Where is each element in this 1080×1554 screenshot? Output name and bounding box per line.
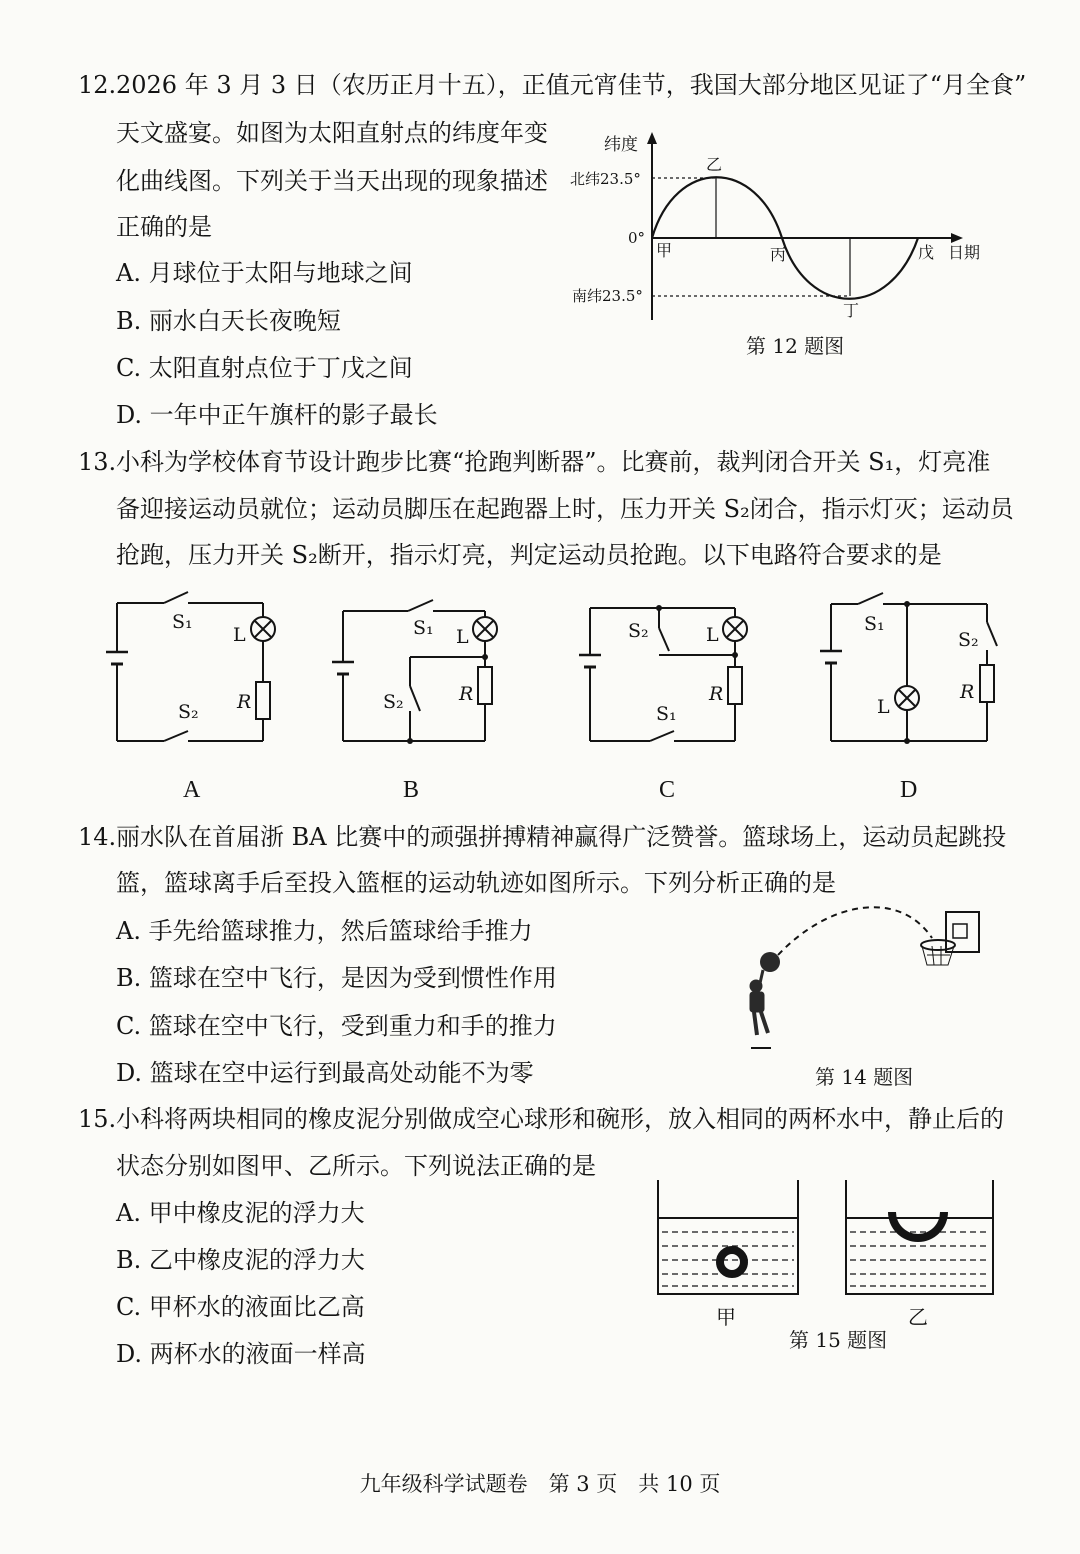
- player-icon: [750, 970, 768, 1035]
- zero-label: 0°: [628, 229, 646, 247]
- q14-option-a[interactable]: A. 手先给篮球推力，然后篮球给手推力: [116, 917, 533, 945]
- q15-option-a[interactable]: A. 甲中橡皮泥的浮力大: [116, 1199, 365, 1227]
- c-resistor-label: R: [709, 683, 724, 705]
- q12-stem-line1: 2026 年 3 月 3 日（农历正月十五），正值元宵佳节，我国大部分地区见证了“月全食”: [116, 71, 1027, 99]
- q14-stem-line1: 丽水队在首届浙 BA 比赛中的顽强拼搏精神赢得广泛赞誉。篮球场上，运动员起跳投: [116, 823, 1007, 851]
- q12-latitude-diagram: [560, 120, 1000, 365]
- q13-option-a[interactable]: A: [183, 777, 201, 803]
- q12-option-d[interactable]: D. 一年中正午旗杆的影子最长: [116, 401, 438, 429]
- q12-option-c[interactable]: C. 太阳直射点位于丁戊之间: [116, 354, 413, 382]
- q12-option-a[interactable]: A. 月球位于太阳与地球之间: [116, 259, 413, 287]
- q12-stem-line2: 天文盛宴。如图为太阳直射点的纬度年变: [116, 119, 548, 147]
- basketball-icon: [760, 952, 780, 972]
- a-lamp-label: L: [233, 624, 246, 646]
- q13-number: 13.: [78, 448, 117, 476]
- b-lamp-label: L: [456, 626, 469, 648]
- q12-figure-caption: 第 12 题图: [746, 334, 845, 358]
- page-footer: 九年级科学试题卷 第 3 页 共 10 页: [359, 1472, 721, 1496]
- q15-number: 15.: [78, 1105, 117, 1133]
- c-s1-label: S₁: [656, 703, 677, 725]
- north-label: 北纬23.5°: [570, 170, 641, 188]
- q15-figure-caption: 第 15 题图: [789, 1328, 888, 1352]
- q14-option-b[interactable]: B. 篮球在空中飞行，是因为受到惯性作用: [116, 964, 557, 992]
- q14-basketball-diagram: [730, 895, 990, 1060]
- q15-option-d[interactable]: D. 两杯水的液面一样高: [116, 1340, 366, 1368]
- q15-stem-line2: 状态分别如图甲、乙所示。下列说法正确的是: [116, 1152, 596, 1180]
- cup-label-yi: 乙: [908, 1305, 928, 1329]
- q14-number: 14.: [78, 823, 117, 851]
- b-s1-label: S₁: [413, 617, 434, 639]
- q12-stem-line3: 化曲线图。下列关于当天出现的现象描述: [116, 167, 548, 195]
- y-axis-label: 纬度: [604, 135, 638, 155]
- q13-option-d[interactable]: D: [900, 777, 918, 803]
- south-label: 南纬23.5°: [572, 287, 643, 305]
- q13-stem-line2: 备迎接运动员就位；运动员脚压在起跑器上时，压力开关 S₂闭合，指示灯灭；运动员: [116, 495, 1014, 523]
- q13-stem-line1: 小科为学校体育节设计跑步比赛“抢跑判断器”。比赛前，裁判闭合开关 S₁，灯亮准: [116, 448, 991, 476]
- hollow-ball: [720, 1250, 744, 1274]
- q15-cups-diagram: [650, 1175, 1000, 1335]
- x-axis-label: 日期: [948, 243, 981, 262]
- q12-number: 12.: [78, 71, 117, 99]
- q13-circuits: [90, 585, 1010, 760]
- point-jia: 甲: [656, 241, 673, 260]
- q13-option-c[interactable]: C: [659, 777, 676, 803]
- b-s2-label: S₂: [383, 691, 404, 713]
- q14-stem-line2: 篮，篮球离手后至投入篮框的运动轨迹如图所示。下列分析正确的是: [116, 869, 836, 897]
- point-wu: 戊: [918, 243, 935, 262]
- bowl-shape: [888, 1212, 948, 1242]
- q15-stem-line1: 小科将两块相同的橡皮泥分别做成空心球形和碗形，放入相同的两杯水中，静止后的: [116, 1105, 1004, 1133]
- a-resistor-label: R: [237, 691, 252, 713]
- c-s2-label: S₂: [628, 620, 649, 642]
- cup-label-jia: 甲: [716, 1305, 736, 1329]
- a-s2-label: S₂: [178, 701, 199, 723]
- d-s1-label: S₁: [864, 613, 885, 635]
- point-ding: 丁: [843, 301, 860, 320]
- c-lamp-label: L: [706, 624, 719, 646]
- point-bing: 丙: [770, 245, 787, 264]
- q14-option-c[interactable]: C. 篮球在空中飞行，受到重力和手的推力: [116, 1012, 557, 1040]
- q15-option-c[interactable]: C. 甲杯水的液面比乙高: [116, 1293, 365, 1321]
- q14-option-d[interactable]: D. 篮球在空中运行到最高处动能不为零: [116, 1059, 534, 1087]
- a-s1-label: S₁: [172, 611, 193, 633]
- point-yi: 乙: [706, 155, 723, 174]
- q13-option-b[interactable]: B: [403, 777, 420, 803]
- q14-figure-caption: 第 14 题图: [815, 1065, 914, 1089]
- q15-option-b[interactable]: B. 乙中橡皮泥的浮力大: [116, 1246, 365, 1274]
- q12-stem-line4: 正确的是: [116, 213, 212, 241]
- q13-stem-line3: 抢跑，压力开关 S₂断开，指示灯亮，判定运动员抢跑。以下电路符合要求的是: [116, 541, 942, 569]
- d-s2-label: S₂: [958, 629, 979, 651]
- q12-option-b[interactable]: B. 丽水白天长夜晚短: [116, 307, 341, 335]
- d-lamp-label: L: [877, 696, 890, 718]
- d-resistor-label: R: [960, 681, 975, 703]
- b-resistor-label: R: [459, 683, 474, 705]
